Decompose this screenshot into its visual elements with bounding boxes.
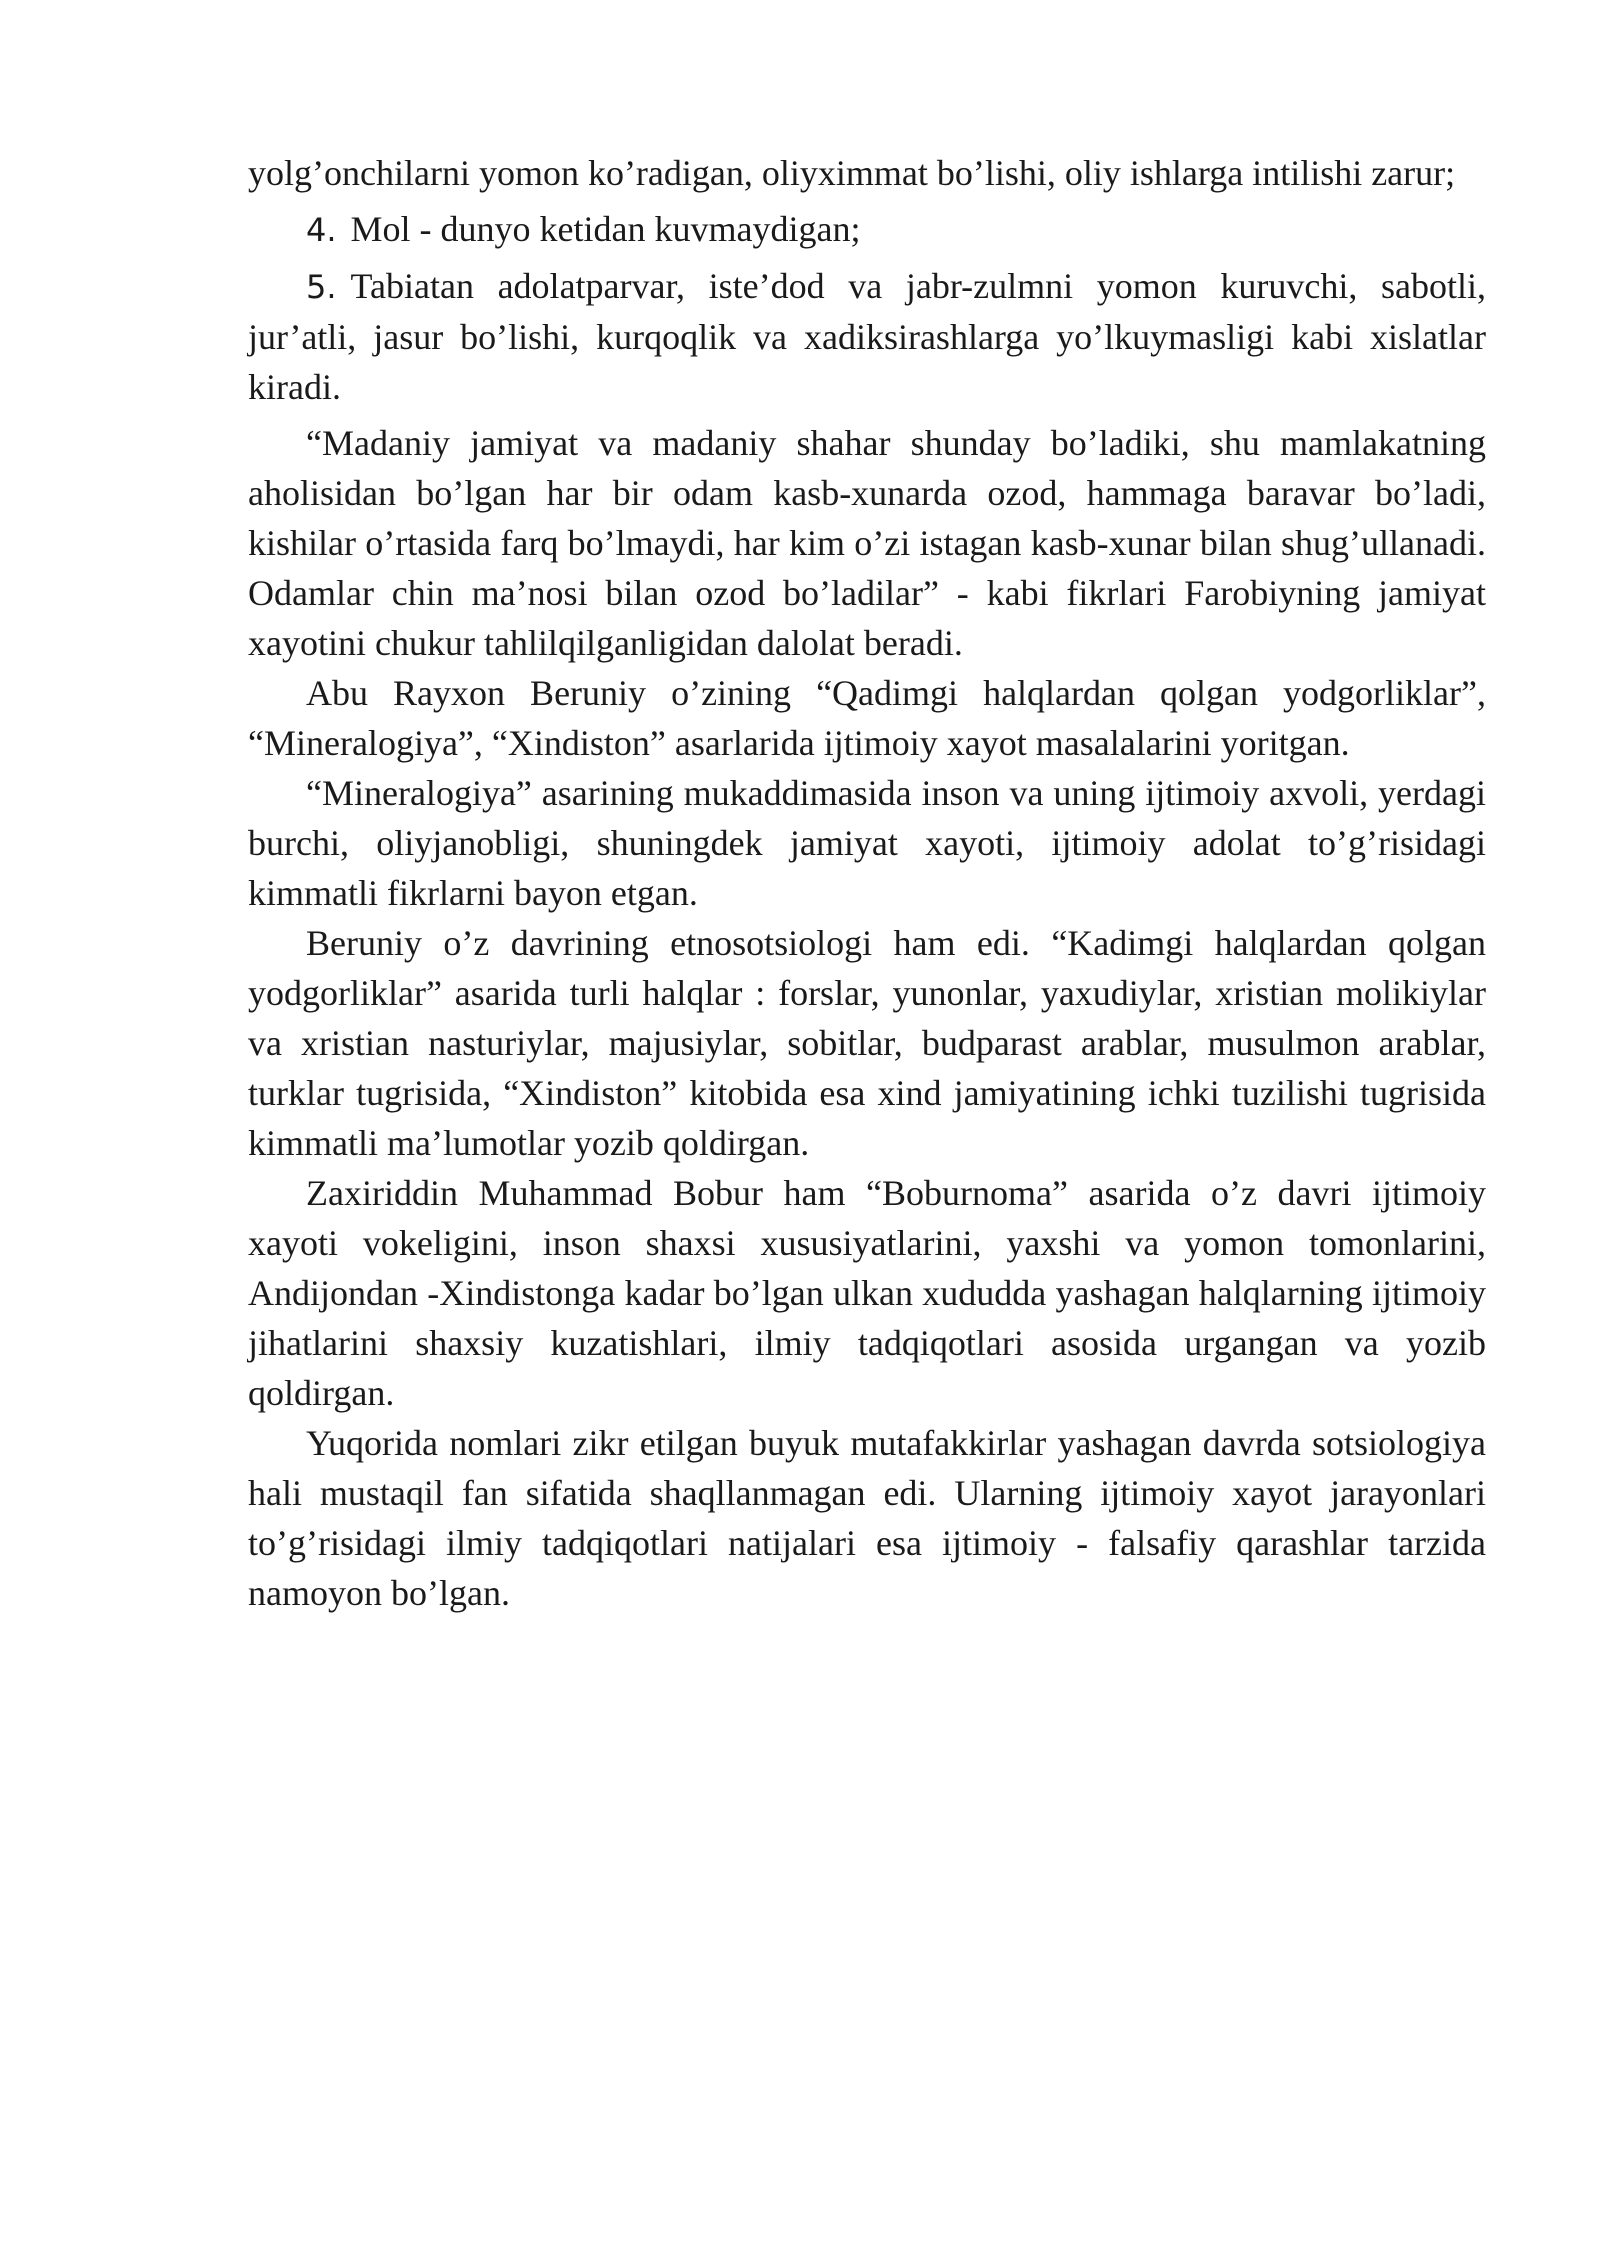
list-number: 4.: [306, 211, 337, 249]
document-body: [248, 148, 1486, 1618]
opening-fragment: yolg’onchilarni yomon ko’radigan, oliyximmat bo’lishi, oliy ishlarga intilishi zarur;: [248, 153, 1456, 193]
list-item-text: Tabiatan adolatparvar, iste’dod va jabr-zulmni yomon kuruvchi, sabotli, jur’atli, jasur bo’lishi, kurqoqlik va xadiksirashlarga yo’lkuymasligi kabi xislatlar kiradi.: [248, 266, 1486, 407]
list-number: 5.: [306, 268, 337, 306]
paragraph-beruniy-ethnosociology: Beruniy o’z davrining etnosotsiologi ham edi. “Kadimgi halqlardan qolgan yodgorliklar” asarida turli halqlar : forslar, yunonlar, yaxudiylar, xristian molikiylar va xristian nasturiylar, majusiylar, sobitlar, budparast arablar, musulmon arablar, turklar tugrisida, “Xindiston” kitobida esa xind jamiyatining ichki tuzilishi tugrisida kimmatli ma’lumotlar yozib qoldirgan.: [248, 923, 1486, 1163]
list-item-text: Mol - dunyo ketidan kuvmaydigan;: [350, 209, 861, 249]
paragraph-farobiy-quote: “Madaniy jamiyat va madaniy shahar shunday bo’ladiki, shu mamlakatning aholisidan bo’lgan har bir odam kasb-xunarda ozod, hammaga baravar bo’ladi, kishilar o’rtasida farq bo’lmaydi, har kim o’zi istagan kasb-xunar bilan shug’ullanadi. Odamlar chin ma’nosi bilan ozod bo’ladilar” - kabi fikrlari Farobiyning jamiyat xayotini chukur tahlilqilganligidan dalolat beradi.: [248, 423, 1486, 663]
list-item-5: [248, 261, 1486, 412]
paragraph-beruniy-works: Abu Rayxon Beruniy o’zining “Qadimgi halqlardan qolgan yodgorliklar”, “Mineralogiya”, “Xindiston” asarlarida ijtimoiy xayot masalalarini yoritgan.: [248, 673, 1486, 763]
list-item-4: [248, 204, 1486, 255]
paragraph-mineralogiya: “Mineralogiya” asarining mukaddimasida inson va uning ijtimoiy axvoli, yerdagi burchi, oliyjanobligi, shuningdek jamiyat xayoti, ijtimoiy adolat to’g’risidagi kimmatli fikrlarni bayon etgan.: [248, 773, 1486, 913]
paragraph-bobur: Zaxiriddin Muhammad Bobur ham “Boburnoma” asarida o’z davri ijtimoiy xayoti vokeligini, inson shaxsi xususiyatlarini, yaxshi va yomon tomonlarini, Andijondan -Xindistonga kadar bo’lgan ulkan xududda yashagan halqlarning ijtimoiy jihatlarini shaxsiy kuzatishlari, ilmiy tadqiqotlari asosida urgangan va yozib qoldirgan.: [248, 1173, 1486, 1413]
paragraph-conclusion: Yuqorida nomlari zikr etilgan buyuk mutafakkirlar yashagan davrda sotsiologiya hali mustaqil fan sifatida shaqllanmagan edi. Ularning ijtimoiy xayot jarayonlari to’g’risidagi ilmiy tadqiqotlari natijalari esa ijtimoiy - falsafiy qarashlar tarzida namoyon bo’lgan.: [248, 1423, 1486, 1613]
